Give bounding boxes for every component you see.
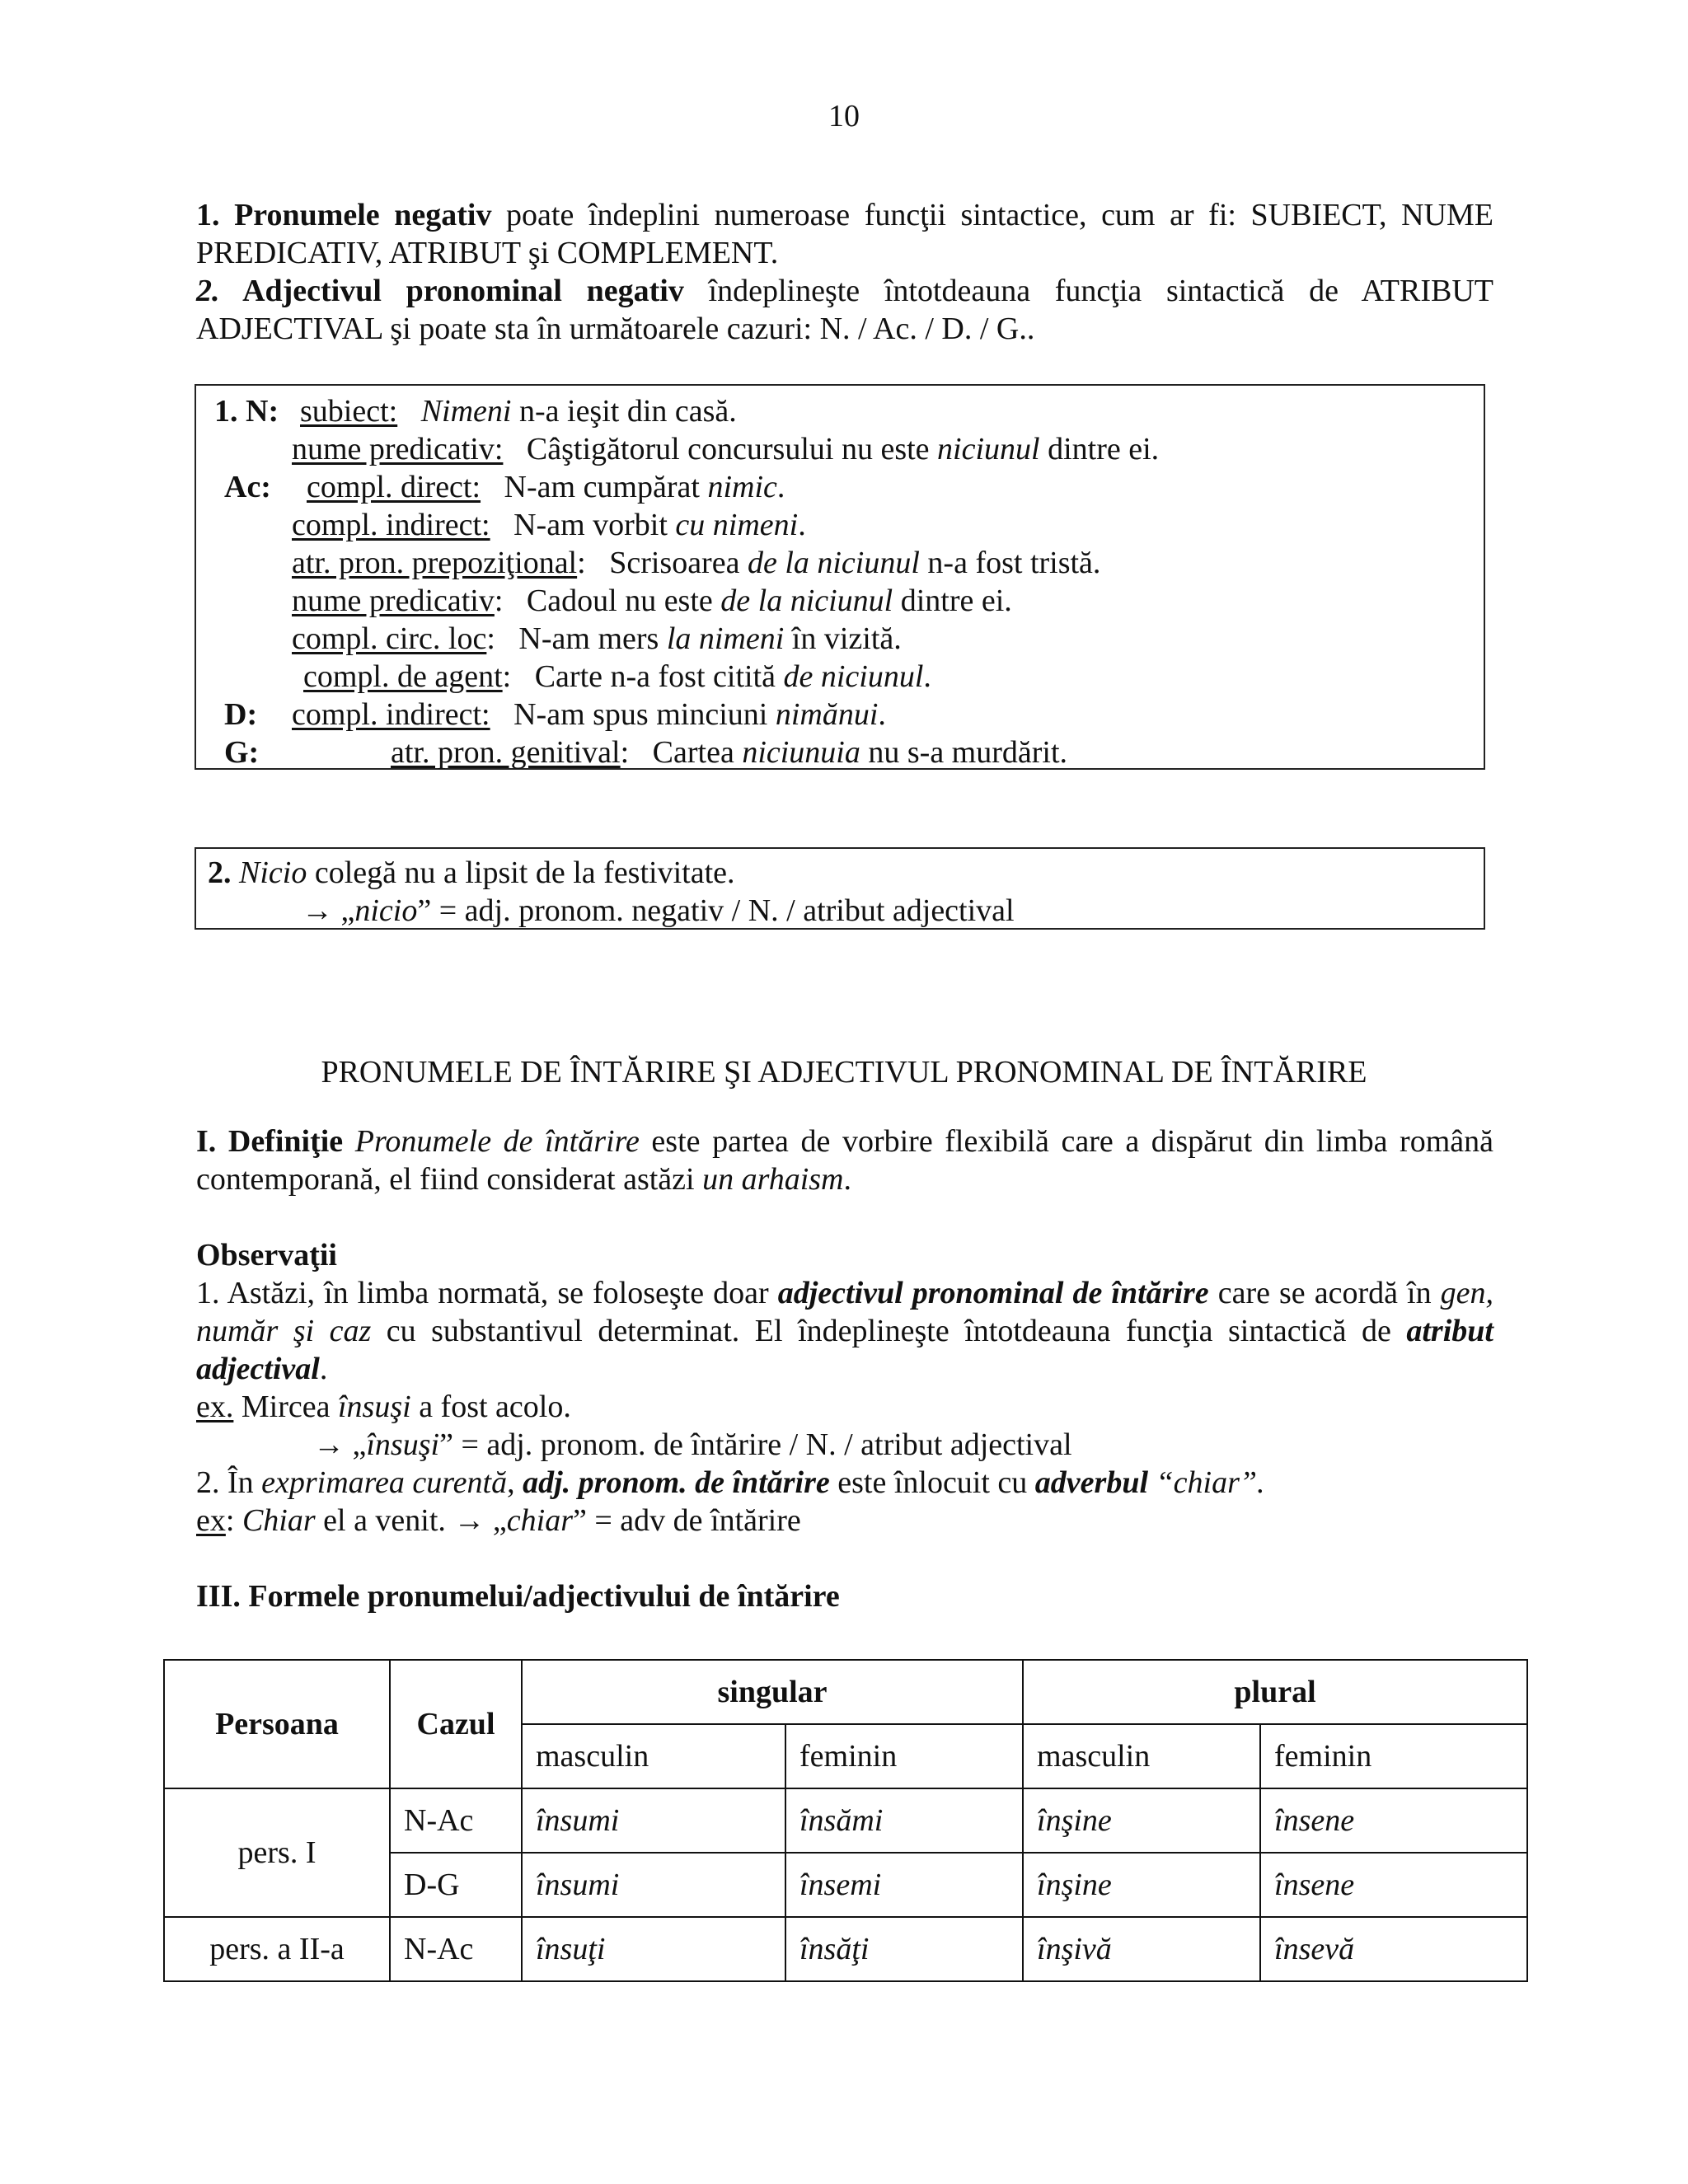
example-row [292,620,902,658]
person-cell: pers. I [164,1788,390,1917]
intro-p1-text: poate îndeplini numeroase funcţii sintactice, cum ar fi: SUBIECT, NUME PREDICATIV, ATRIBUT şi COMPLEMENT. [196,198,1493,270]
example-1 [196,1388,571,1426]
definition-emphasis: un arhaism [702,1162,844,1197]
definition-end: . [843,1162,851,1197]
header-masculin-singular: masculin [522,1724,785,1788]
form-cell: însemi [785,1853,1023,1917]
example-text: nu s-a murdărit. [860,735,1068,770]
syntactic-function-label: nume predicativ [292,583,495,618]
example-pronoun: de niciunul [783,659,924,694]
colon: : [502,659,512,694]
example-row [300,392,737,430]
example-row [292,544,1100,582]
header-feminin-plural: feminin [1260,1724,1527,1788]
text: , [507,1465,523,1500]
colon: : [577,546,586,580]
negative-adjective-example-box [195,847,1485,930]
forms-title: III. Formele pronumelui/adjectivului de întărire [196,1579,840,1614]
example-text: Câştigătorul concursului nu este [526,432,938,466]
text: . [319,1352,328,1386]
case-label-n: 1. N: [214,394,279,429]
example-pronoun: nimic [707,470,777,504]
example-text: . [878,697,886,732]
example-analysis [302,892,1015,930]
case-cell: N-Ac [390,1788,522,1853]
syntactic-function-label: atr. pron. genitival [391,735,621,770]
intro-p1-bold: 1. Pronumele negativ [196,198,492,232]
analysis-text: ” = adj. pronom. de întărire / N. / atribut adjectival [439,1427,1072,1462]
example-row [292,506,806,544]
text: este înlocuit cu [829,1465,1035,1500]
intro-p2-bold: Adjectivul pronominal negativ [219,274,684,308]
observations-title: Observaţii [196,1238,337,1272]
colon: : [486,621,495,656]
text: 1. Astăzi, în limba normată, se foloseşte doar [196,1276,778,1310]
arrow-prefix: → „ [313,1427,367,1462]
intro-paragraph-2 [196,272,1493,348]
form-cell: însămi [785,1788,1023,1853]
definition-text: este partea de vorbire flexibilă care a dispărut din limba română contemporană, el fiind considerat astăzi [196,1124,1493,1197]
analysis-text: ” = adj. pronom. negativ / N. / atribut adjectival [417,893,1015,928]
example-text: Scrisoarea [609,546,748,580]
definition-paragraph [196,1122,1493,1198]
header-plural: plural [1023,1660,1527,1724]
header-cazul: Cazul [390,1660,522,1788]
example-text: n-a fost tristă. [919,546,1101,580]
syntactic-function-label: subiect: [300,394,398,429]
intro-p2-text: îndeplineşte întotdeauna funcţia sintactică de ATRIBUT ADJECTIVAL şi poate sta în următoarele cazuri: N. / Ac. / D. / G.. [196,274,1493,346]
definition-label: I. Definiţie [196,1124,344,1159]
syntactic-function-label: compl. indirect: [292,697,490,732]
case-label-g: G: [224,735,260,770]
case-label-d: D: [224,697,258,732]
arrow-prefix: → „ [302,893,355,928]
example-text: Cartea [652,735,743,770]
syntactic-function-label: compl. direct: [307,470,481,504]
forms-table [163,1659,1528,1982]
observation-2 [196,1464,1265,1502]
definition-term: Pronumele de întărire [354,1124,640,1159]
emphasis: Chiar [241,1503,316,1538]
example-text: . [923,659,931,694]
example-2 [196,1502,801,1540]
header-persoana: Persoana [164,1660,390,1788]
example-row [391,733,1067,771]
example-pronoun: niciunuia [742,735,860,770]
emphasis: gen, număr şi caz [196,1276,1493,1348]
colon: : [620,735,630,770]
example-adjective: Nicio [239,855,307,890]
emphasis: însuşi [337,1390,411,1424]
syntactic-function-label: compl. indirect: [292,508,490,542]
example-pronoun: cu nimeni [675,508,799,542]
example-text: . [776,470,785,504]
colon: : [494,583,504,618]
example-label: ex [196,1503,226,1538]
example-pronoun: Nimeni [420,394,512,429]
emphasis: chiar [506,1503,573,1538]
example-text: n-a ieşit din casă. [511,394,737,429]
form-cell: însene [1260,1853,1527,1917]
analyzed-word: însuşi [366,1427,440,1462]
emphasis: adverbul [1034,1465,1149,1500]
example-text: Carte n-a fost citită [534,659,784,694]
example-label: ex. [196,1390,234,1424]
emphasis: adjectivul pronominal de întărire [777,1276,1209,1310]
case-cell: D-G [390,1853,522,1917]
header-feminin-singular: feminin [785,1724,1023,1788]
example-row [307,468,785,506]
example-row [292,696,886,733]
example-1-analysis [313,1426,1072,1464]
page-number: 10 [828,99,860,134]
example-pronoun: de la niciunul [720,583,893,618]
header-masculin-plural: masculin [1023,1724,1260,1788]
text: el a venit. → „ [315,1503,507,1538]
example-number: 2. [208,855,232,890]
table-header-row [164,1660,1527,1724]
emphasis: “chiar”. [1148,1465,1265,1500]
example-text: colegă nu a lipsit de la festivitate. [307,855,735,890]
example-pronoun: de la niciunul [747,546,920,580]
case-label-ac: Ac: [224,470,271,504]
form-cell: înşine [1023,1788,1260,1853]
syntactic-function-label: compl. de agent [303,659,503,694]
person-cell: pers. a II-a [164,1917,390,1981]
text: ” = adv de întărire [573,1503,801,1538]
negative-pronoun-examples-box [195,384,1485,770]
syntactic-function-label: compl. circ. loc [292,621,487,656]
section-title: PRONUMELE DE ÎNTĂRIRE ŞI ADJECTIVUL PRONOMINAL DE ÎNTĂRIRE [321,1055,1367,1090]
form-cell: însumi [522,1788,785,1853]
text: : [225,1503,242,1538]
form-cell: însăţi [785,1917,1023,1981]
example-pronoun: la nimeni [666,621,785,656]
example-text: Cadoul nu este [526,583,721,618]
example-sentence [208,854,735,892]
text: a fost acolo. [410,1390,571,1424]
emphasis: exprimarea curentă [261,1465,508,1500]
text: cu substantivul determinat. El îndeplineşte întotdeauna funcţia sintactică de [371,1314,1407,1348]
case-cell: N-Ac [390,1917,522,1981]
text: care se acordă în [1208,1276,1441,1310]
form-cell: însene [1260,1788,1527,1853]
example-row [292,430,1159,468]
example-text: dintre ei. [1039,432,1160,466]
header-singular: singular [522,1660,1023,1724]
syntactic-function-label: atr. pron. prepoziţional [292,546,578,580]
intro-paragraph-1 [196,196,1493,272]
example-text: în vizită. [784,621,902,656]
table-row [164,1917,1527,1981]
syntactic-function-label: nume predicativ: [292,432,504,466]
example-text: N-am mers [518,621,667,656]
example-pronoun: nimănui [775,697,879,732]
example-row [292,582,1012,620]
observation-1 [196,1274,1493,1388]
example-pronoun: niciunul [937,432,1040,466]
emphasis: adj. pronom. de întărire [523,1465,830,1500]
table-row [164,1788,1527,1853]
example-text: N-am vorbit [513,508,676,542]
form-cell: însuţi [522,1917,785,1981]
intro-p2-number: 2. [196,274,220,308]
example-row [303,658,931,696]
example-text: N-am cumpărat [504,470,708,504]
emphasis: atribut adjectival [196,1314,1493,1386]
analyzed-word: nicio [354,893,418,928]
form-cell: însumi [522,1853,785,1917]
example-text: . [798,508,806,542]
form-cell: însevă [1260,1917,1527,1981]
form-cell: înşivă [1023,1917,1260,1981]
example-text: dintre ei. [893,583,1012,618]
text: Mircea [233,1390,338,1424]
form-cell: înşine [1023,1853,1260,1917]
example-text: N-am spus minciuni [513,697,776,732]
text: 2. În [196,1465,262,1500]
